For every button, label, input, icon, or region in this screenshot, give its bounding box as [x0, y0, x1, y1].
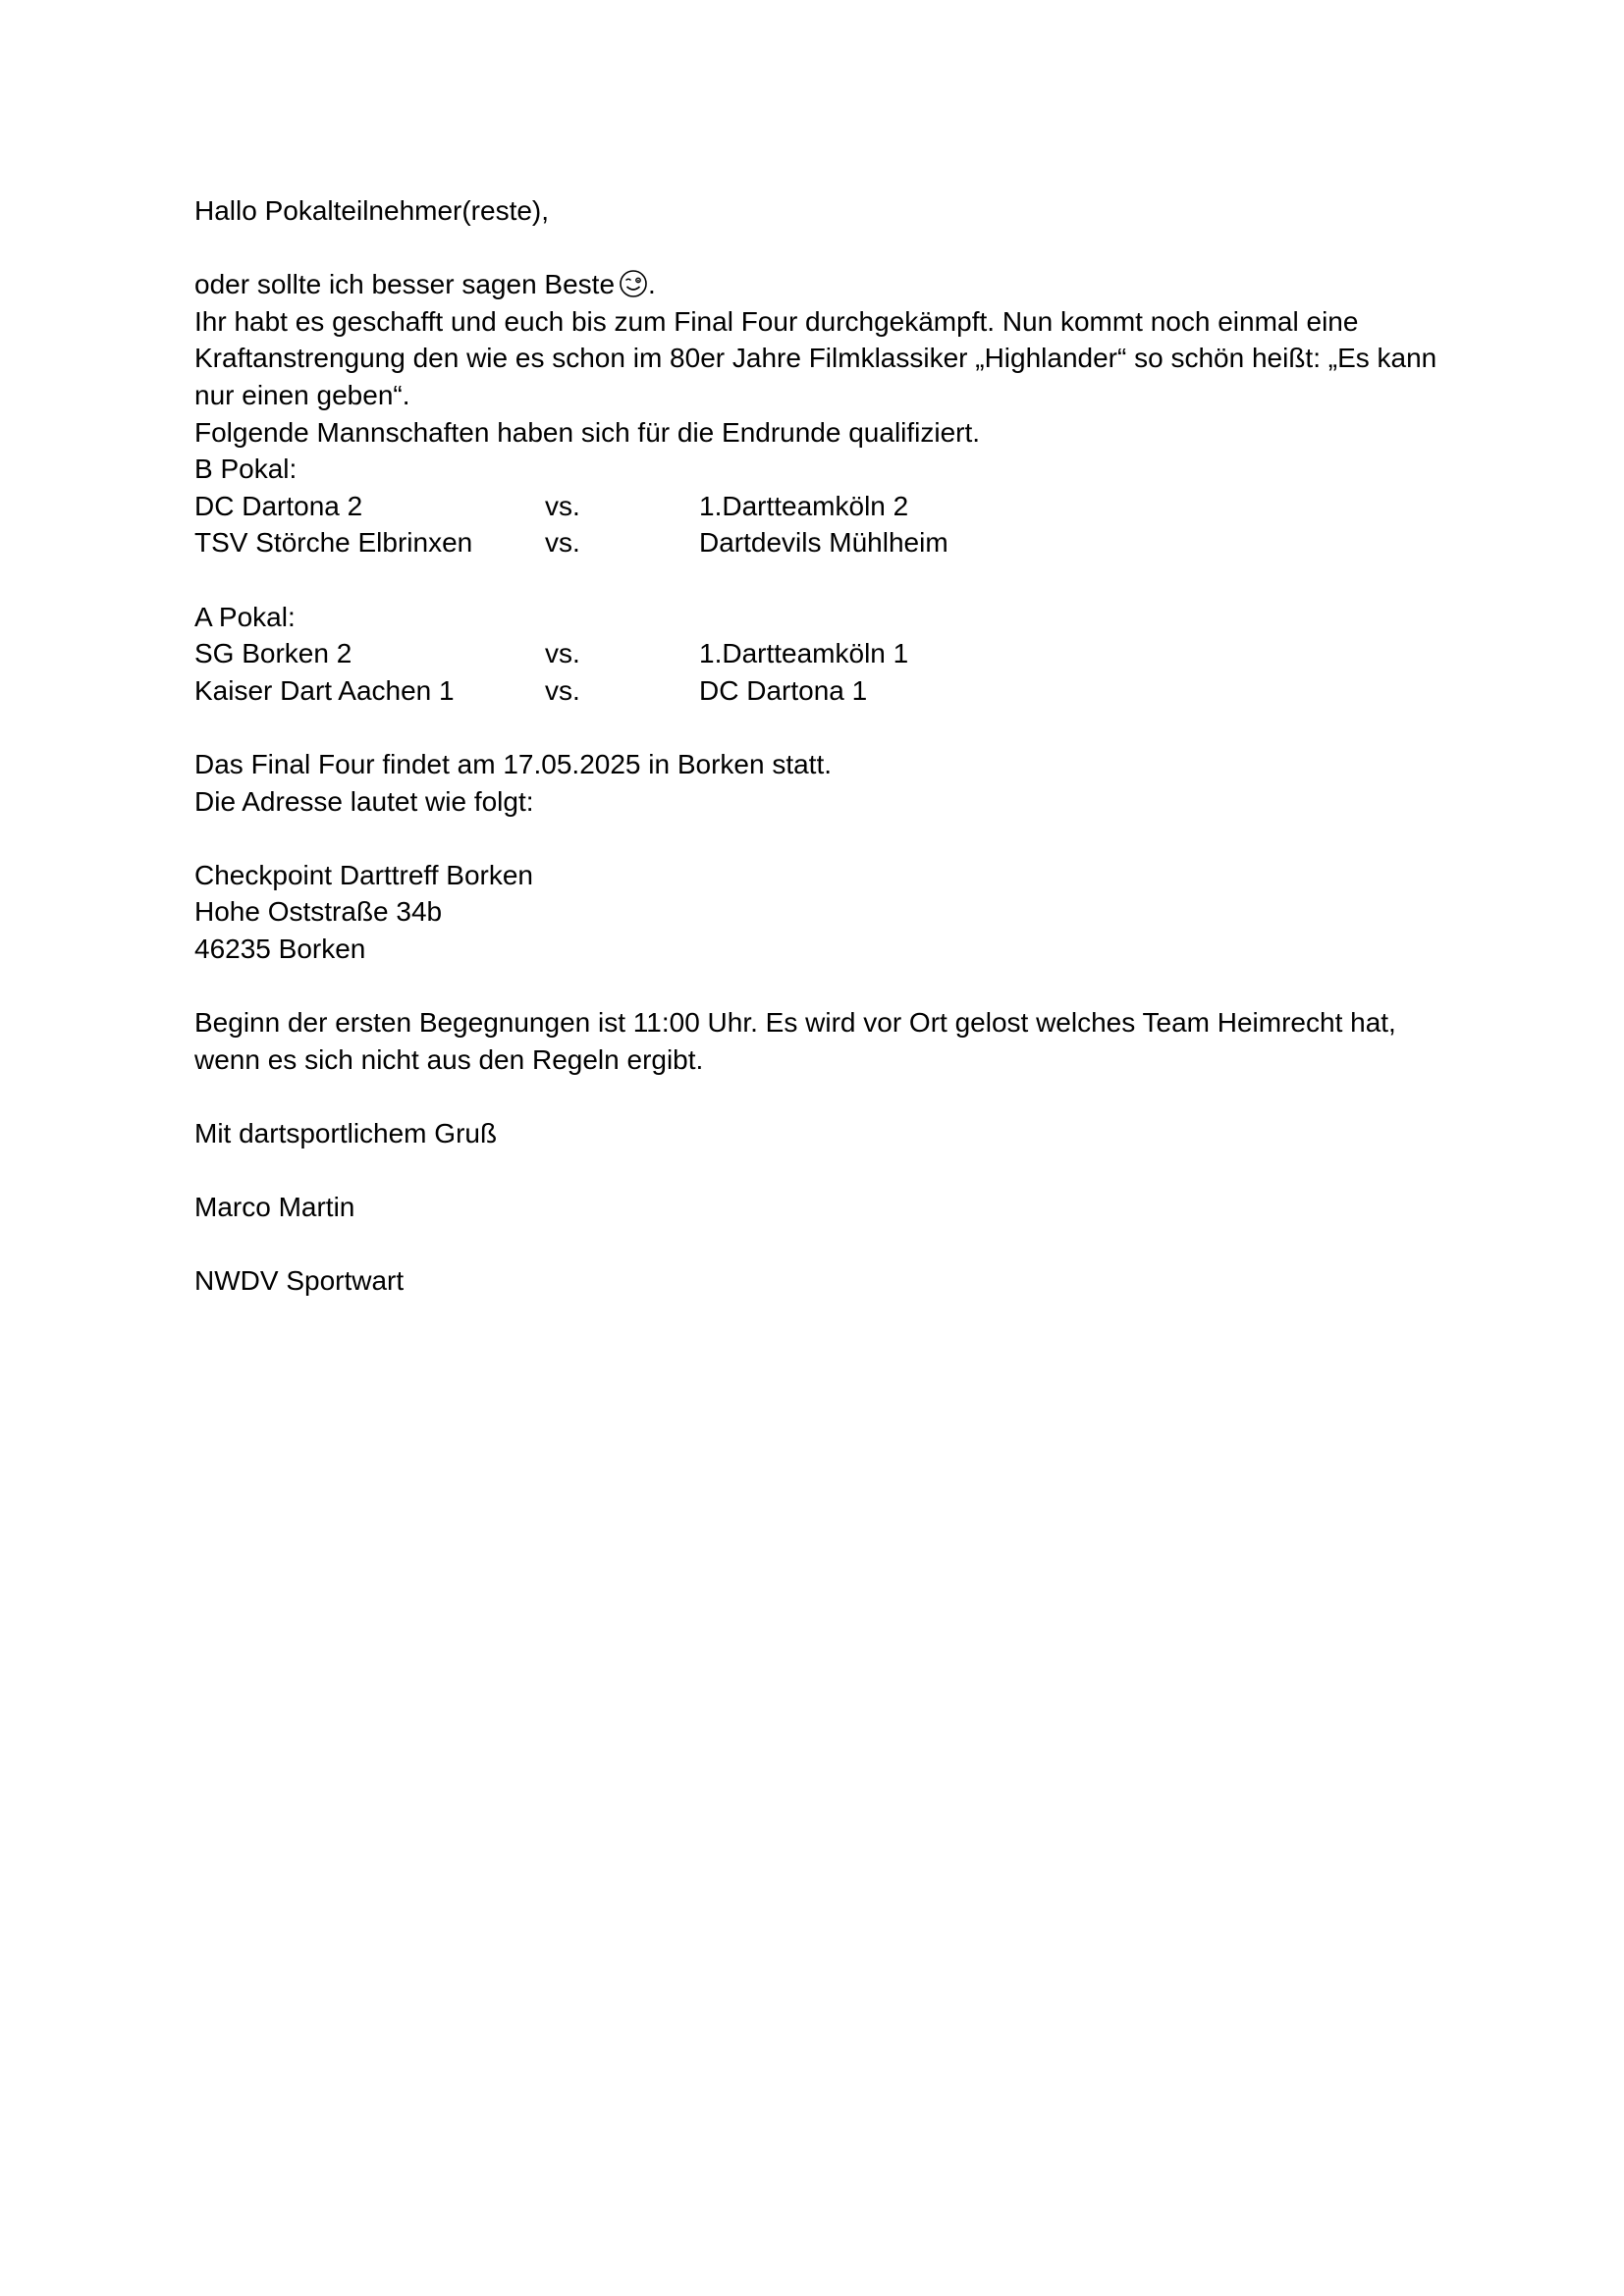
away-team: Dartdevils Mühlheim: [699, 527, 948, 559]
versus-label: vs.: [545, 527, 580, 559]
spacer: [194, 820, 1441, 857]
away-team: 1.Dartteamköln 2: [699, 490, 909, 521]
intro-line-suffix: .: [648, 269, 656, 300]
a-pokal-match: [194, 672, 1441, 710]
a-pokal-match: [194, 635, 1441, 672]
home-team: SG Borken 2: [194, 638, 352, 669]
intro-line: [194, 266, 1441, 303]
home-team: TSV Störche Elbrinxen: [194, 527, 473, 559]
winking-face-icon: [619, 269, 648, 298]
spacer: [194, 967, 1441, 1004]
spacer: [194, 709, 1441, 746]
b-pokal-match: [194, 524, 1441, 561]
versus-label: vs.: [545, 490, 580, 521]
signature-name: Marco Martin: [194, 1192, 355, 1223]
home-team: Kaiser Dart Aachen 1: [194, 674, 455, 706]
spacer: [194, 561, 1441, 599]
letter-body: [194, 192, 1441, 1300]
closing: Mit dartsportlichem Gruß: [194, 1117, 498, 1148]
intro-paragraph: Ihr habt es geschafft und euch bis zum Final Four durchgekämpft. Nun kommt noch einmal eine Kraftanstrengung den wie es schon im 80er Jahre Filmklassiker „Highlander“ so schön heißt: „Es kann nur einen geben“.: [194, 305, 1437, 410]
spacer: [194, 1226, 1441, 1263]
versus-label: vs.: [545, 674, 580, 706]
versus-label: vs.: [545, 638, 580, 669]
event-date: Das Final Four findet am 17.05.2025 in Borken statt.: [194, 748, 833, 779]
venue-street: Hohe Oststraße 34b: [194, 896, 443, 928]
spacer: [194, 1078, 1441, 1115]
address-intro: Die Adresse lautet wie folgt:: [194, 785, 534, 817]
signature-role: NWDV Sportwart: [194, 1265, 405, 1297]
greeting: Hallo Pokalteilnehmer(reste),: [194, 195, 550, 226]
start-info: Beginn der ersten Begegnungen ist 11:00 Uhr. Es wird vor Ort gelost welches Team Heimrecht hat, wenn es sich nicht aus den Regeln ergibt.: [194, 1007, 1396, 1075]
spacer: [194, 1151, 1441, 1189]
qualified-text: Folgende Mannschaften haben sich für die Endrunde qualifiziert.: [194, 416, 981, 448]
away-team: DC Dartona 1: [699, 674, 868, 706]
b-pokal-match: [194, 488, 1441, 525]
venue-name: Checkpoint Darttreff Borken: [194, 859, 533, 890]
intro-line-text: oder sollte ich besser sagen Beste: [194, 269, 616, 300]
a-pokal-heading: A Pokal:: [194, 601, 296, 632]
away-team: 1.Dartteamköln 1: [699, 638, 909, 669]
b-pokal-heading: B Pokal:: [194, 454, 298, 485]
venue-city: 46235 Borken: [194, 933, 366, 964]
home-team: DC Dartona 2: [194, 490, 363, 521]
spacer: [194, 230, 1441, 267]
